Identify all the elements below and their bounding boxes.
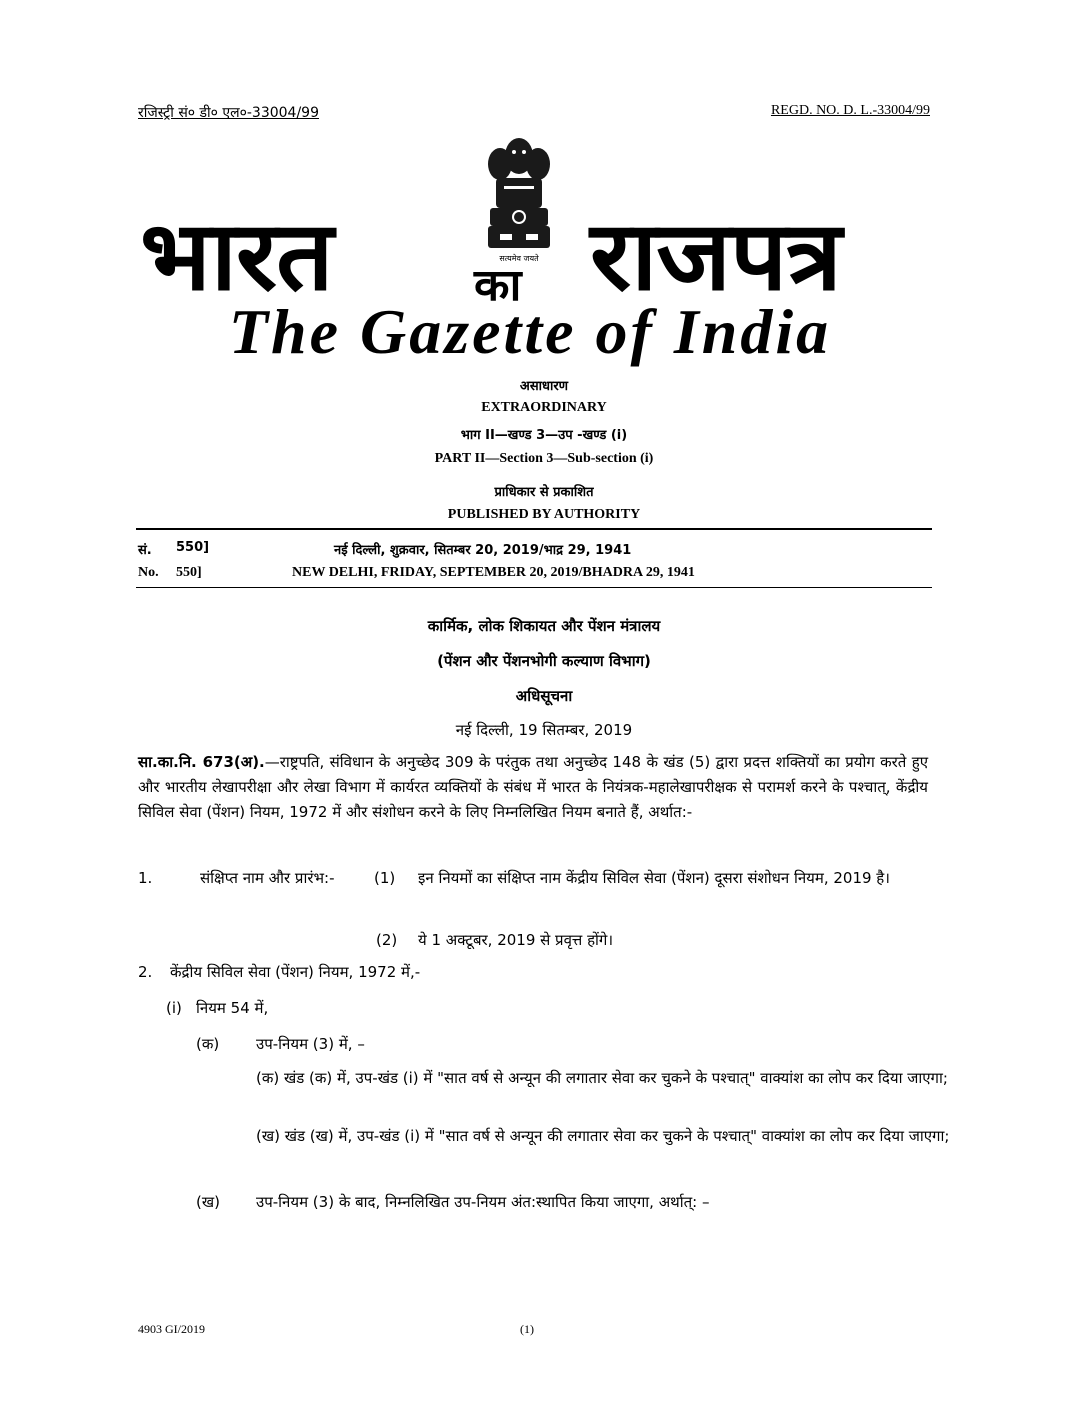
rule1-sub2-label: (2) [376, 931, 398, 949]
sub-clause-a: (क) खंड (क) में, उप-खंड (i) में "सात वर्ष से अन्यून की लगातार सेवा कर चुकने के पश्चात्" वाक्यांश का लोप कर दिया जाएगा; [256, 1069, 948, 1087]
rule1-sub2-text: ये 1 अक्टूबर, 2019 से प्रवृत्त होंगे। [418, 931, 614, 949]
issue-label-hindi: सं. [138, 543, 152, 558]
masthead-hindi-ka: का [474, 260, 521, 311]
clause-kha-text: उप-नियम (3) के बाद, निम्नलिखित उप-नियम अंत:स्थापित किया जाएगा, अर्थात्: – [256, 1193, 710, 1211]
divider-bottom [136, 587, 932, 588]
department-heading: (पेंशन और पेंशनभोगी कल्याण विभाग) [437, 652, 651, 670]
masthead-english-title: The Gazette of India [228, 296, 832, 367]
part-section-hindi: भाग II—खण्ड 3—उप -खण्ड (i) [460, 428, 628, 443]
gsr-number: सा.का.नि. 673(अ). [138, 753, 265, 771]
intro-text: —राष्ट्रपति, संविधान के अनुच्छेद 309 के परंतुक तथा अनुच्छेद 148 के खंड (5) द्वारा प्रदत्त शक्तियों का प्रयोग करते हुए और भारतीय लेखापरीक्षा और लेखा विभाग में कार्यरत व्यक्तियों के संबंध में भारत के नियंत्रक-महालेखापरीक्षक से परामर्श करने के पश्चात्, केंद्रीय सिविल सेवा (पेंशन) नियम, 1972 में और संशोधन करने के लिए निम्नलिखित नियम बनाते हैं, अर्थात:- [138, 753, 928, 821]
rule1-number: 1. [138, 869, 153, 887]
issue-date-english: NEW DELHI, FRIDAY, SEPTEMBER 20, 2019/BHADRA 29, 1941 [292, 565, 695, 580]
divider-top [136, 528, 932, 530]
issue-number-english: 550] [176, 565, 202, 580]
published-authority-english: PUBLISHED BY AUTHORITY [447, 507, 641, 522]
intro-paragraph [138, 750, 928, 825]
sub-clause-b: (ख) खंड (ख) में, उप-खंड (i) में "सात वर्ष से अन्यून की लगातार सेवा कर चुकने के पश्चात्" वाक्यांश का लोप कर दिया जाएगा; [256, 1127, 950, 1145]
clause-i-label: (i) [166, 999, 182, 1017]
national-emblem-icon [474, 126, 564, 256]
clause-ka-label: (क) [196, 1035, 220, 1053]
issue-label-english: No. [138, 565, 159, 580]
masthead-hindi-rajpatra: राजपत्र [590, 200, 841, 312]
clause-kha-label: (ख) [196, 1193, 220, 1211]
extraordinary-english: EXTRAORDINARY [481, 400, 607, 415]
registration-number-hindi: रजिस्ट्री सं० डी० एल०-33004/99 [138, 105, 319, 121]
footer-code: 4903 GI/2019 [138, 1322, 205, 1336]
rule2-text: केंद्रीय सिविल सेवा (पेंशन) नियम, 1972 में,- [170, 963, 421, 981]
issue-number-hindi: 550] [176, 540, 210, 555]
ministry-heading: कार्मिक, लोक शिकायत और पेंशन मंत्रालय [427, 617, 661, 635]
notification-heading: अधिसूचना [515, 687, 573, 705]
page-number: (1) [520, 1322, 534, 1336]
registration-number-english: REGD. NO. D. L.-33004/99 [770, 103, 930, 118]
rule2-number: 2. [138, 963, 153, 981]
issue-date-hindi: नई दिल्ली, शुक्रवार, सितम्बर 20, 2019/भाद्र 29, 1941 [334, 543, 632, 558]
part-section-english: PART II—Section 3—Sub-section (i) [434, 451, 654, 466]
clause-i-text: नियम 54 में, [196, 999, 269, 1017]
rule1-heading: संक्षिप्त नाम और प्रारंभ:- [200, 869, 335, 887]
rule1-sub1-text: इन नियमों का संक्षिप्त नाम केंद्रीय सिविल सेवा (पेंशन) दूसरा संशोधन नियम, 2019 है। [418, 869, 890, 887]
published-authority-hindi: प्राधिकार से प्रकाशित [494, 485, 594, 500]
masthead-hindi-bharat: भारत [140, 200, 333, 312]
rule1-sub1-label: (1) [374, 869, 396, 887]
emblem-motto: सत्यमेव जयते [499, 254, 539, 263]
place-date: नई दिल्ली, 19 सितम्बर, 2019 [455, 721, 633, 739]
clause-ka-text: उप-नियम (3) में, – [256, 1035, 365, 1053]
extraordinary-hindi: असाधारण [519, 379, 569, 394]
